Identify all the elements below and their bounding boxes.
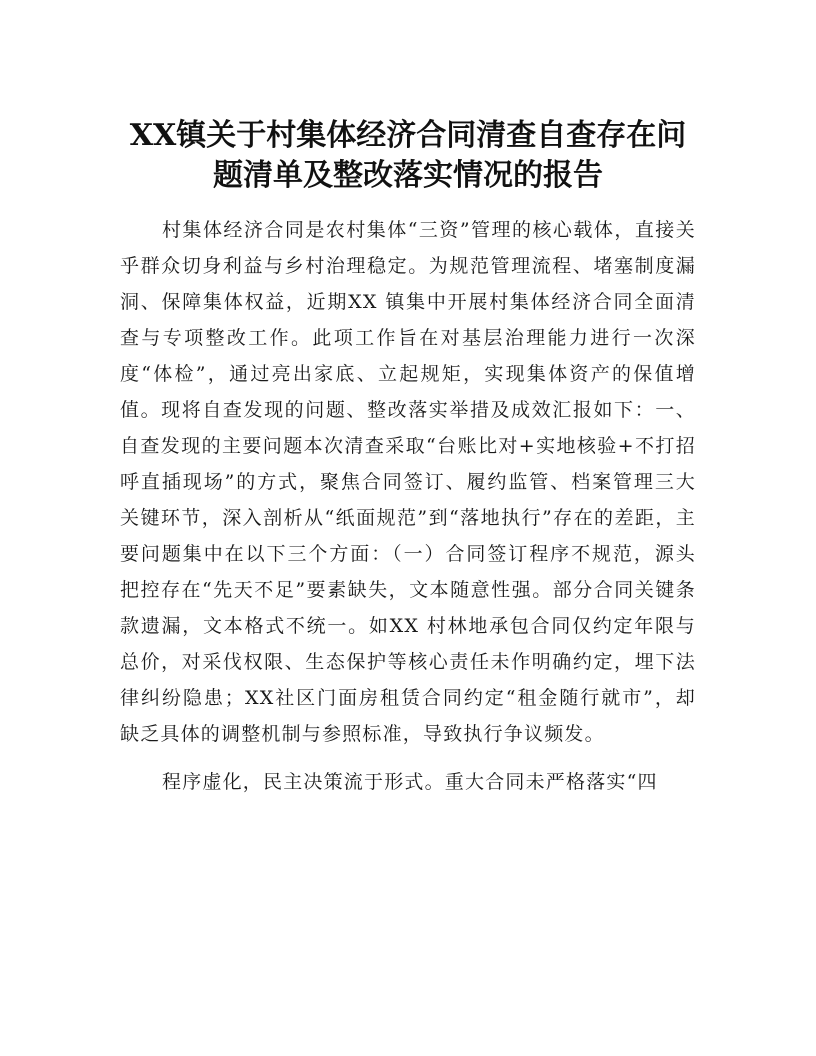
title-line-1: XX镇关于村集体经济合同清查自查存在问 <box>129 118 687 153</box>
title-line-2: 题清单及整改落实情况的报告 <box>213 158 603 193</box>
document-title <box>120 116 696 196</box>
paragraph-1: 村集体经济合同是农村集体“三资”管理的核心载体，直接关乎群众切身利益与乡村治理稳定。为规范管理流程、堵塞制度漏洞、保障集体权益，近期XX 镇集中开展村集体经济合同全面清查与专项整改工作。此项工作旨在对基层治理能力进行一次深度“体检”，通过亮出家底、立起规矩，实现集体资产的保值增值。现将自查发现的问题、整改落实举措及成效汇报如下：一、自查发现的主要问题本次清查采取“台账比对+实地核验+不打招呼直插现场”的方式，聚焦合同签订、履约监管、档案管理三大关键环节，深入剖析从“纸面规范”到“落地执行”存在的差距，主要问题集中在以下三个方面：（一）合同签订程序不规范，源头把控存在“先天不足”要素缺失，文本随意性强。部分合同关键条款遗漏，文本格式不统一。如XX 村林地承包合同仅约定年限与总价，对采伐权限、生态保护等核心责任未作明确约定，埋下法律纠纷隐患；XX社区门面房租赁合同约定“租金随行就市”，却缺乏具体的调整机制与参照标准，导致执行争议频发。 <box>120 219 696 745</box>
document-body <box>120 212 696 800</box>
paragraph-2: 程序虚化，民主决策流于形式。重大合同未严格落实“四 <box>162 771 658 793</box>
